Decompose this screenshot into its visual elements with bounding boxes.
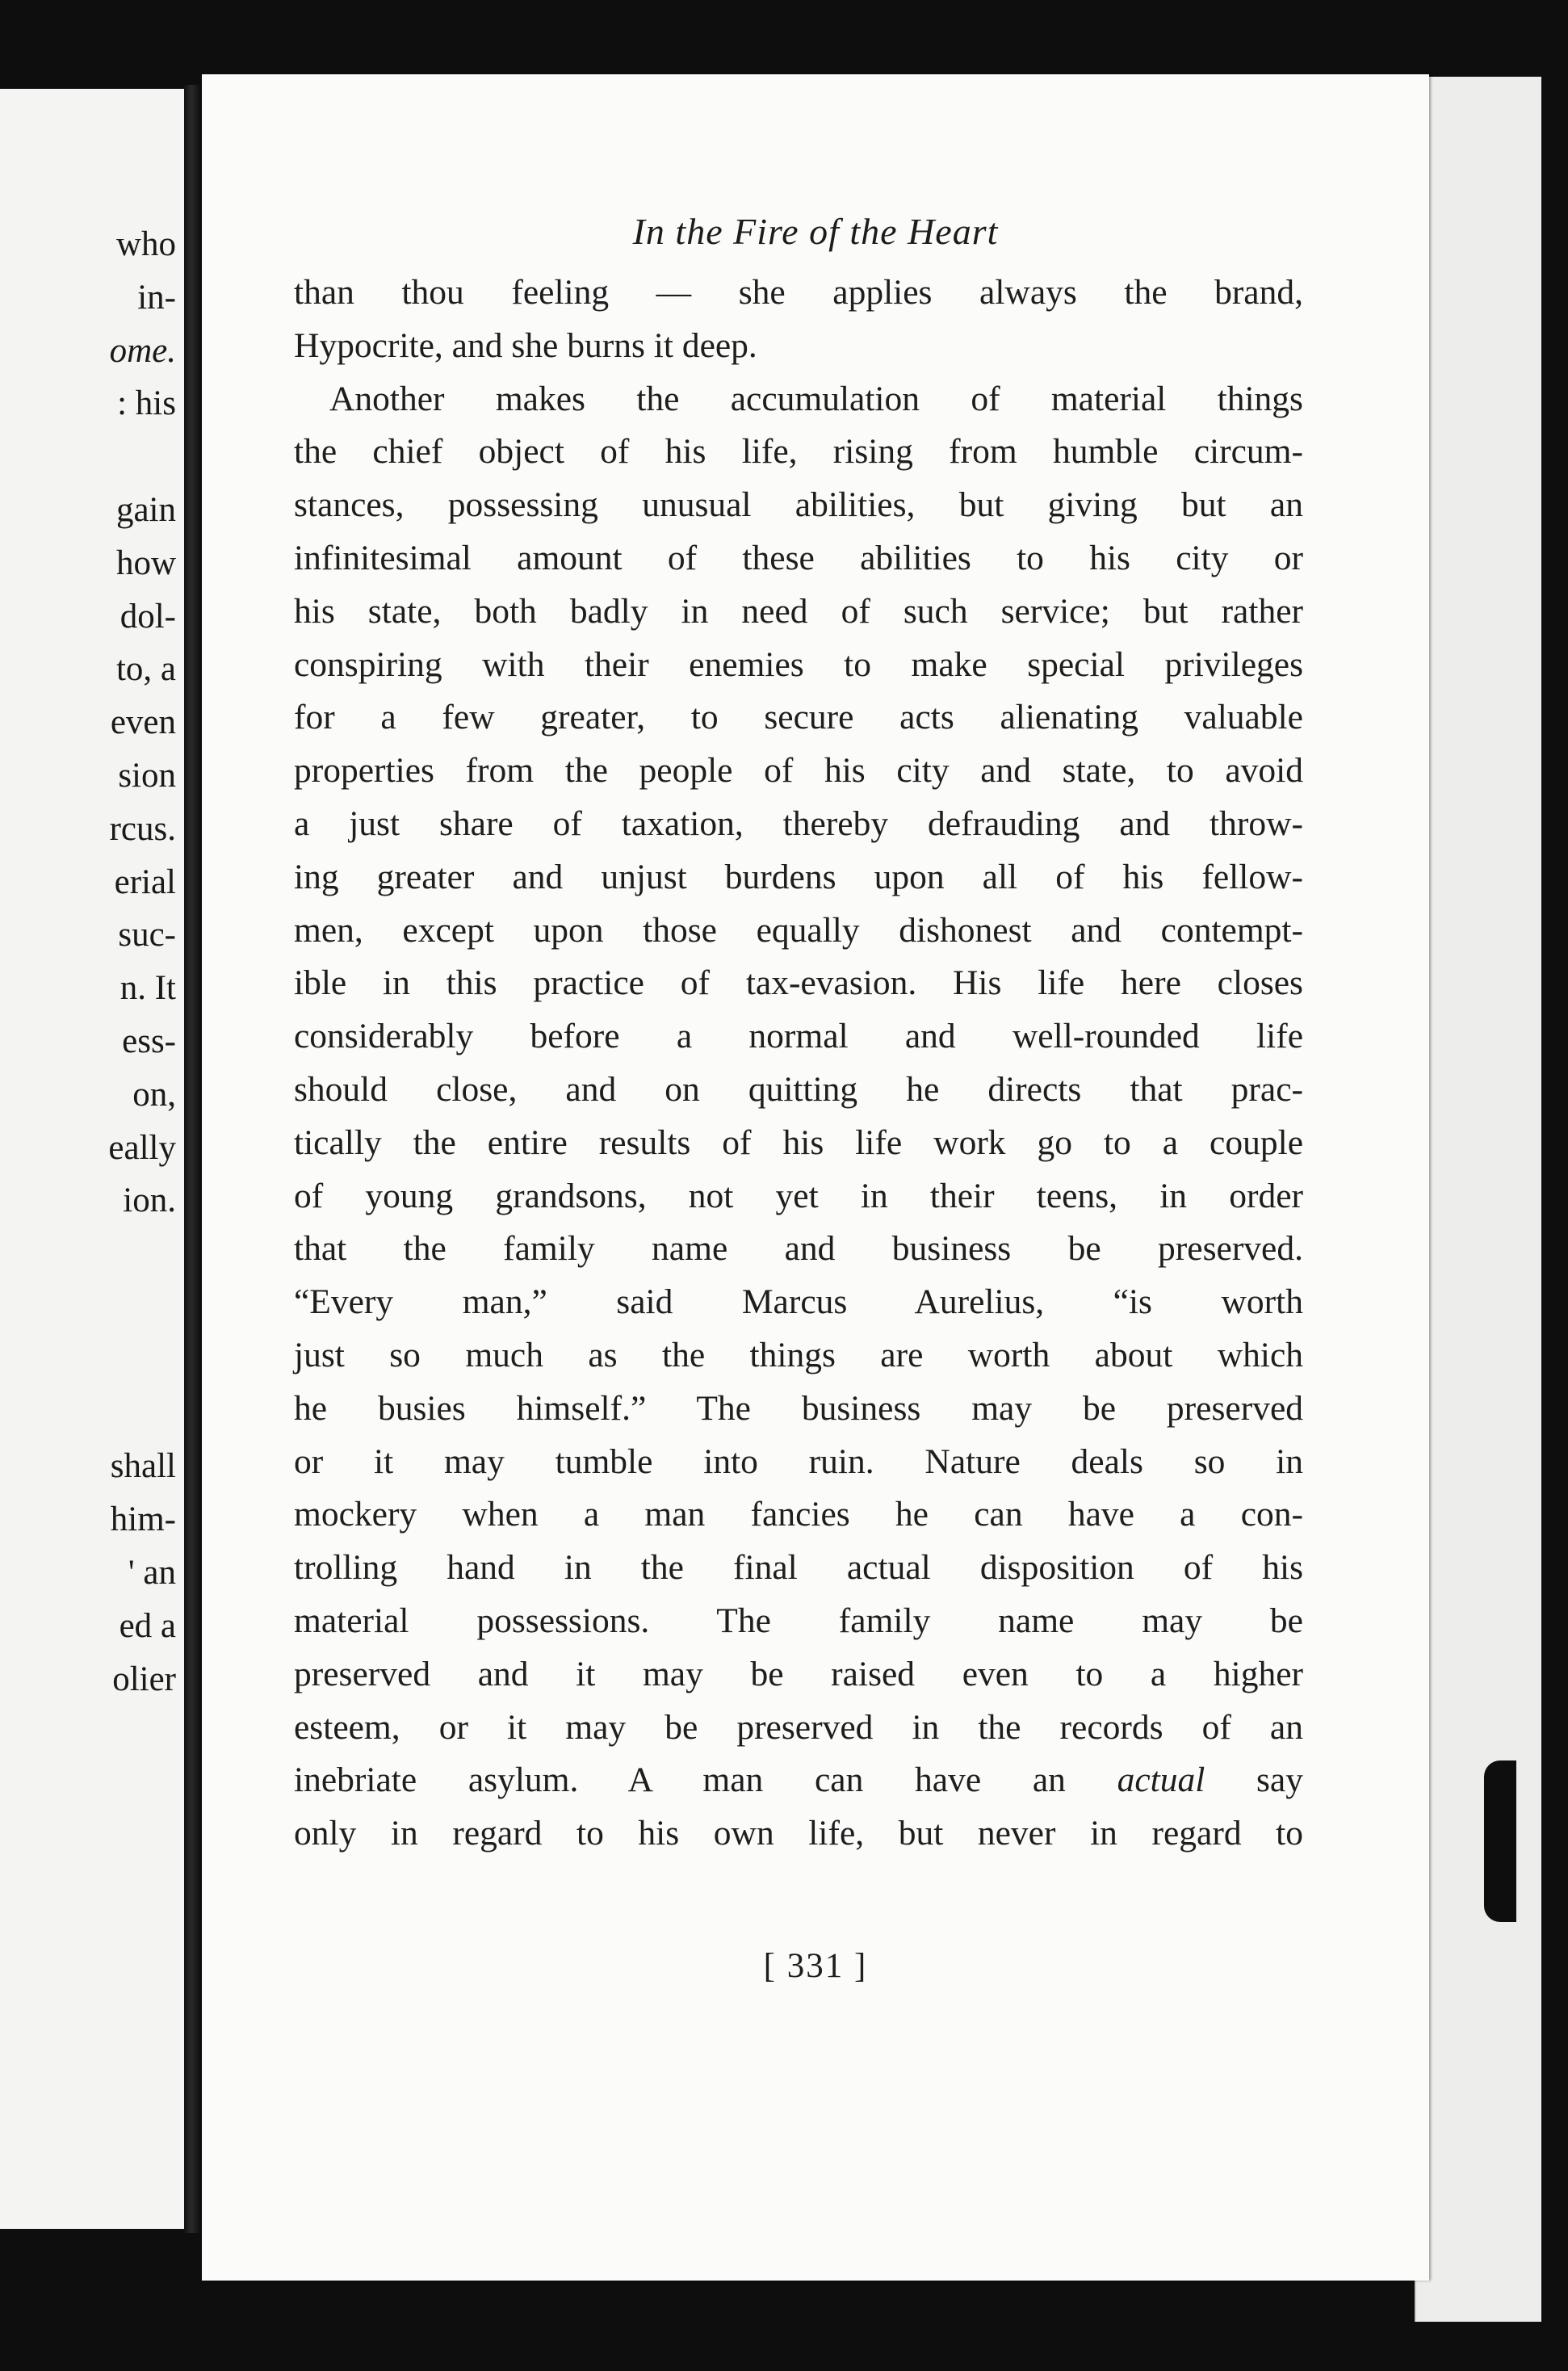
left-page-line: to, a <box>115 650 176 689</box>
left-page-line: him- <box>110 1500 176 1539</box>
left-page-line: ome. <box>109 331 176 370</box>
left-page-line: n. It <box>119 969 176 1008</box>
text-line: or it may tumble into ruin. Nature deals so in <box>294 1441 1303 1481</box>
text-line: mockery when a man fancies he can have a con- <box>294 1495 1303 1534</box>
text-line <box>294 1754 1303 1807</box>
page-edge <box>1415 77 1541 2322</box>
left-page-line: on, <box>132 1075 176 1114</box>
left-page-line: erial <box>114 862 176 901</box>
text-line: only in regard to his own life, but never in regard to <box>294 1814 1303 1853</box>
text-line: Another makes the accumulation of material things <box>329 379 1303 418</box>
left-page-line: in- <box>137 278 176 317</box>
text-line: Hypocrite, and she burns it deep. <box>294 325 757 365</box>
text-line: considerably before a normal and well-rounded life <box>294 1017 1303 1056</box>
left-page-line: olier <box>112 1660 176 1698</box>
text-line: ing greater and unjust burdens upon all of his fellow- <box>294 857 1303 896</box>
body-text <box>294 266 1303 1861</box>
left-page-line: ess- <box>122 1022 176 1060</box>
left-page-line: ion. <box>123 1181 176 1220</box>
left-page-line: gain <box>115 491 176 529</box>
book-spine <box>184 85 202 2233</box>
text-line: “Every man,” said Marcus Aurelius, “is worth <box>294 1282 1303 1322</box>
text-line: men, except upon those equally dishonest and contempt- <box>294 910 1303 950</box>
text-line: than thou feeling — she applies always the brand, <box>294 273 1303 312</box>
text-line: ible in this practice of tax-evasion. His life here closes <box>294 963 1303 1003</box>
left-page-line: : his <box>117 384 176 423</box>
text-line: his state, both badly in need of such service; but rather <box>294 591 1303 631</box>
page-edge-notch <box>1484 1760 1516 1922</box>
left-page-line: eally <box>108 1128 176 1167</box>
text-line: preserved and it may be raised even to a higher <box>294 1654 1303 1693</box>
text-line-part: say <box>1205 1760 1303 1800</box>
text-line: of young grandsons, not yet in their teens, in order <box>294 1176 1303 1215</box>
text-line: conspiring with their enemies to make special privileges <box>294 644 1303 684</box>
left-facing-page <box>0 89 184 2229</box>
left-page-line: even <box>110 703 176 742</box>
text-line: trolling hand in the final actual disposition of his <box>294 1548 1303 1588</box>
text-line-part: inebriate asylum. A man can have an <box>294 1760 1117 1800</box>
text-line: just so much as the things are worth about which <box>294 1335 1303 1374</box>
text-line: properties from the people of his city and state, to avoid <box>294 751 1303 791</box>
text-line: material possessions. The family name may be <box>294 1601 1303 1640</box>
text-line: the chief object of his life, rising from humble circum- <box>294 432 1303 472</box>
text-line: a just share of taxation, thereby defrauding and throw- <box>294 804 1303 843</box>
left-page-line: shall <box>110 1447 176 1486</box>
left-page-line: rcus. <box>109 809 176 848</box>
book-page <box>202 74 1429 2281</box>
running-head: In the Fire of the Heart <box>632 211 999 252</box>
left-page-line: ' an <box>128 1554 176 1592</box>
text-line: that the family name and business be preserved. <box>294 1229 1303 1269</box>
text-line: should close, and on quitting he directs that prac- <box>294 1069 1303 1109</box>
left-page-line: suc- <box>118 916 176 955</box>
left-page-line: dol- <box>119 597 176 636</box>
text-line: he busies himself.” The business may be preserved <box>294 1388 1303 1428</box>
text-line: infinitesimal amount of these abilities to his city or <box>294 538 1303 577</box>
left-page-line: ed a <box>119 1606 176 1645</box>
italic-word: actual <box>1117 1760 1205 1800</box>
text-line: for a few greater, to secure acts alienating valuable <box>294 698 1303 737</box>
left-page-line: how <box>115 543 176 582</box>
text-line: stances, possessing unusual abilities, but giving but an <box>294 485 1303 525</box>
page-number: [ 331 ] <box>763 1947 868 1985</box>
text-line: esteem, or it may be preserved in the records of an <box>294 1707 1303 1747</box>
left-page-line: sion <box>118 757 176 795</box>
text-line: tically the entire results of his life work go to a couple <box>294 1123 1303 1162</box>
left-page-line: who <box>115 225 176 263</box>
